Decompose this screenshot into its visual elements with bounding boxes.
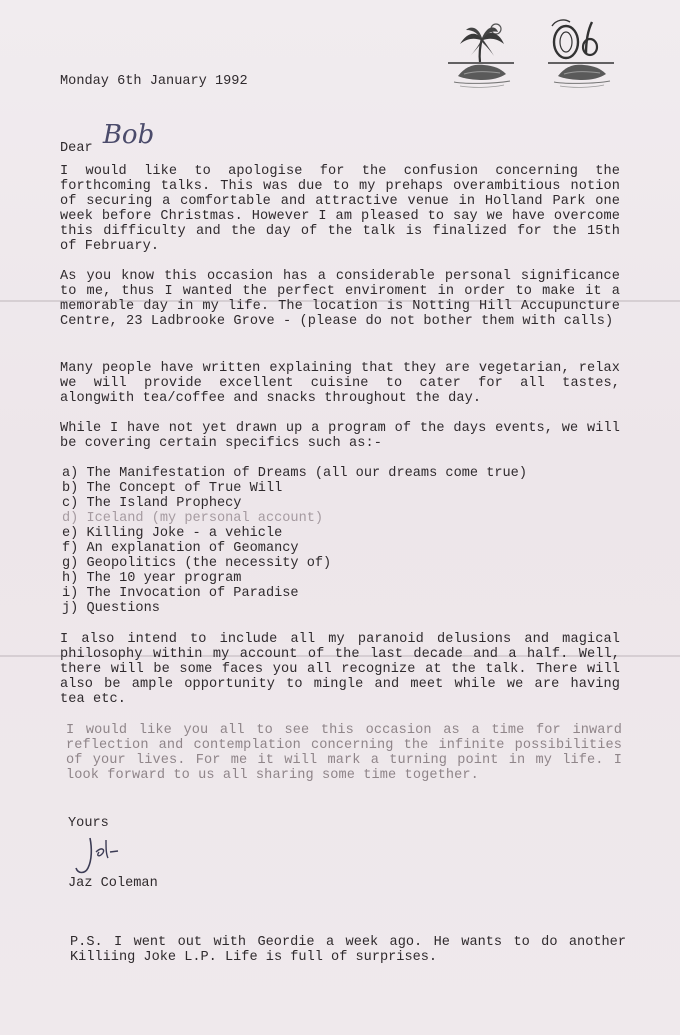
paragraph-text: I would like you all to see this occasion as a time for inward reflection and contemplation concerning the infinite possibilities of your lives. For me it will mark a turning point in my life. I look forward to us all sharing some time together. bbox=[66, 723, 622, 784]
handwritten-signature bbox=[72, 832, 132, 878]
body-paragraph bbox=[60, 164, 620, 255]
paragraph-text: As you know this occasion has a considerable personal significance to me, thus I wanted the perfect enviroment in order to make it a memorable day in my life. The location is Notting Hill Accupuncture Centre, 23 Ladbrooke Grove - (please do not bother them with calls) bbox=[60, 269, 620, 330]
list-item: c) The Island Prophecy bbox=[62, 496, 242, 511]
list-item: f) An explanation of Geomancy bbox=[62, 541, 299, 556]
list-item: b) The Concept of True Will bbox=[62, 481, 283, 496]
palm-island-icon bbox=[444, 14, 516, 92]
agenda-list bbox=[62, 466, 527, 616]
list-item: a) The Manifestation of Dreams (all our dreams come true) bbox=[62, 466, 527, 481]
salutation-greeting: Dear bbox=[60, 141, 93, 156]
list-item: j) Questions bbox=[62, 601, 160, 616]
postscript: P.S. I went out with Geordie a week ago. He wants to do another Killiing Joke L.P. Life is full of surprises. bbox=[70, 935, 626, 965]
valediction: Yours bbox=[68, 816, 109, 831]
list-item: h) The 10 year program bbox=[62, 571, 242, 586]
list-item: d) Iceland (my personal account) bbox=[62, 511, 324, 526]
body-paragraph bbox=[60, 361, 620, 406]
salutation bbox=[60, 120, 155, 162]
signer-name: Jaz Coleman bbox=[68, 876, 158, 891]
od-monogram-island-icon bbox=[544, 14, 616, 92]
paragraph-text: While I have not yet drawn up a program of the days events, we will be covering certain specifics such as:- bbox=[60, 421, 620, 452]
body-paragraph bbox=[60, 632, 620, 707]
list-item: e) Killing Joke - a vehicle bbox=[62, 526, 283, 541]
paragraph-text: Many people have written explaining that they are vegetarian, relax we will provide excellent cuisine to cater for all tastes, alongwith tea/coffee and snacks throughout the day. bbox=[60, 361, 620, 407]
paragraph-text: I would like to apologise for the confusion concerning the forthcoming talks. This was due to my prehaps overambitious notion of securing a comfortable and attractive venue in Holland Park one week before Christmas. However I am pleased to say we have overcome this difficulty and the day of the talk is finalized for the 15th of February. bbox=[60, 164, 620, 255]
list-item: i) The Invocation of Paradise bbox=[62, 586, 299, 601]
letter-date: Monday 6th January 1992 bbox=[60, 74, 248, 89]
list-item: g) Geopolitics (the necessity of) bbox=[62, 556, 332, 571]
recipient-handwritten-name: Bob bbox=[102, 120, 155, 150]
body-paragraph bbox=[60, 269, 620, 329]
paragraph-text: I also intend to include all my paranoid delusions and magical philosophy within my account of the last decade and a half. Well, there will be some faces you all recognize at the talk. There will also be ample opportunity to mingle and meet while we are having tea etc. bbox=[60, 632, 620, 708]
body-paragraph bbox=[60, 421, 620, 451]
body-paragraph bbox=[66, 723, 622, 783]
